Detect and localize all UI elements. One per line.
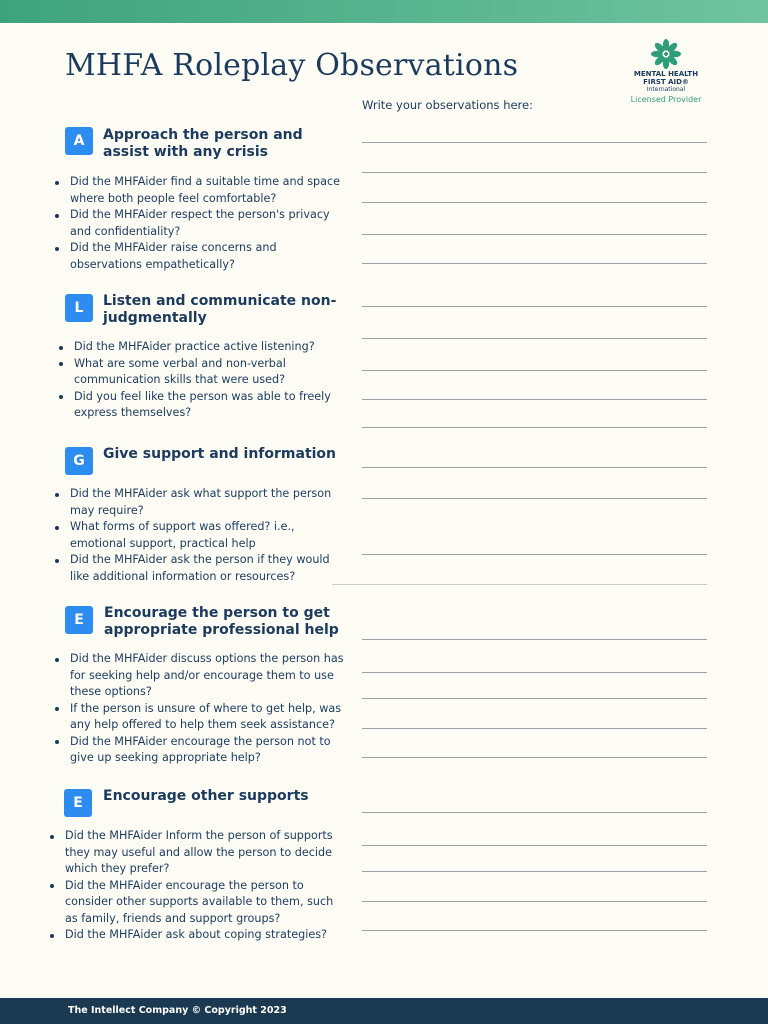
observation-line[interactable] [362, 554, 707, 555]
list-item: If the person is unsure of where to get help, was any help offered to help them seek assistance? [53, 701, 348, 734]
logo-licensed-provider: Licensed Provider [630, 95, 702, 104]
list-item: Did the MHFAider find a suitable time and space where both people feel comfortable? [53, 174, 343, 207]
observation-line[interactable] [362, 845, 707, 846]
observation-line[interactable] [362, 901, 707, 902]
observation-line[interactable] [362, 871, 707, 872]
section-heading-other-supports: Encourage other supports [103, 788, 309, 804]
list-item: Did the MHFAider ask the person if they would like additional information or resources? [53, 552, 343, 585]
page-title: MHFA Roleplay Observations [65, 48, 519, 83]
logo-text-line1: MENTAL HEALTH [633, 70, 699, 78]
mhfa-logo [622, 38, 710, 108]
section-letter-g: G [65, 447, 93, 475]
observation-line[interactable] [362, 639, 707, 640]
section-e2-bullets [48, 828, 340, 944]
section-heading-professional-help: Encourage the person to get appropriate professional help [104, 605, 339, 638]
section-g-bullets [53, 486, 343, 585]
observation-line[interactable] [362, 757, 707, 758]
section-l-bullets [57, 339, 342, 422]
observation-line[interactable] [362, 467, 707, 468]
section-letter-e-other: E [64, 789, 92, 817]
list-item: What forms of support was offered? i.e., emotional support, practical help [53, 519, 343, 552]
section-heading-listen: Listen and communicate non-judgmentally [103, 293, 337, 326]
logo-text-line2: FIRST AID® [643, 78, 689, 86]
section-letter-a: A [65, 127, 93, 155]
logo-text-line3: International [646, 86, 686, 93]
observation-line[interactable] [362, 672, 707, 673]
list-item: Did the MHFAider respect the person's privacy and confidentiality? [53, 207, 343, 240]
list-item: Did the MHFAider ask about coping strategies? [48, 927, 340, 944]
observation-line[interactable] [332, 584, 707, 585]
observation-line[interactable] [362, 498, 707, 499]
observation-line[interactable] [362, 338, 707, 339]
list-item: Did the MHFAider raise concerns and observations empathetically? [53, 240, 343, 273]
observations-heading: Write your observations here: [362, 98, 533, 112]
observation-line[interactable] [362, 142, 707, 143]
observation-line[interactable] [362, 306, 707, 307]
section-e1-bullets [53, 651, 348, 767]
section-heading-give-support: Give support and information [103, 446, 337, 462]
observation-line[interactable] [362, 234, 707, 235]
observation-line[interactable] [362, 202, 707, 203]
observation-line[interactable] [362, 399, 707, 400]
list-item: Did the MHFAider encourage the person not to give up seeking appropriate help? [53, 734, 348, 767]
observation-line[interactable] [362, 812, 707, 813]
section-letter-l: L [65, 294, 93, 322]
observation-line[interactable] [362, 930, 707, 931]
footer-copyright: The Intellect Company © Copyright 2023 [68, 1005, 287, 1016]
observation-line[interactable] [362, 427, 707, 428]
list-item: Did you feel like the person was able to freely express themselves? [57, 389, 342, 422]
section-letter-e-professional: E [65, 606, 93, 634]
observation-line[interactable] [362, 263, 707, 264]
flower-icon [650, 38, 682, 70]
section-a-bullets [53, 174, 343, 273]
observation-line[interactable] [362, 370, 707, 371]
observation-line[interactable] [362, 698, 707, 699]
list-item: What are some verbal and non-verbal communication skills that were used? [57, 356, 342, 389]
observation-line[interactable] [362, 172, 707, 173]
list-item: Did the MHFAider encourage the person to consider other supports available to them, such as family, friends and support groups? [48, 878, 340, 928]
observation-line[interactable] [362, 728, 707, 729]
list-item: Did the MHFAider discuss options the person has for seeking help and/or encourage them to use these options? [53, 651, 348, 701]
list-item: Did the MHFAider Inform the person of supports they may useful and allow the person to decide which they prefer? [48, 828, 340, 878]
top-color-band [0, 0, 768, 23]
list-item: Did the MHFAider practice active listening? [57, 339, 342, 356]
section-heading-approach: Approach the person and assist with any crisis [103, 127, 303, 160]
list-item: Did the MHFAider ask what support the person may require? [53, 486, 343, 519]
